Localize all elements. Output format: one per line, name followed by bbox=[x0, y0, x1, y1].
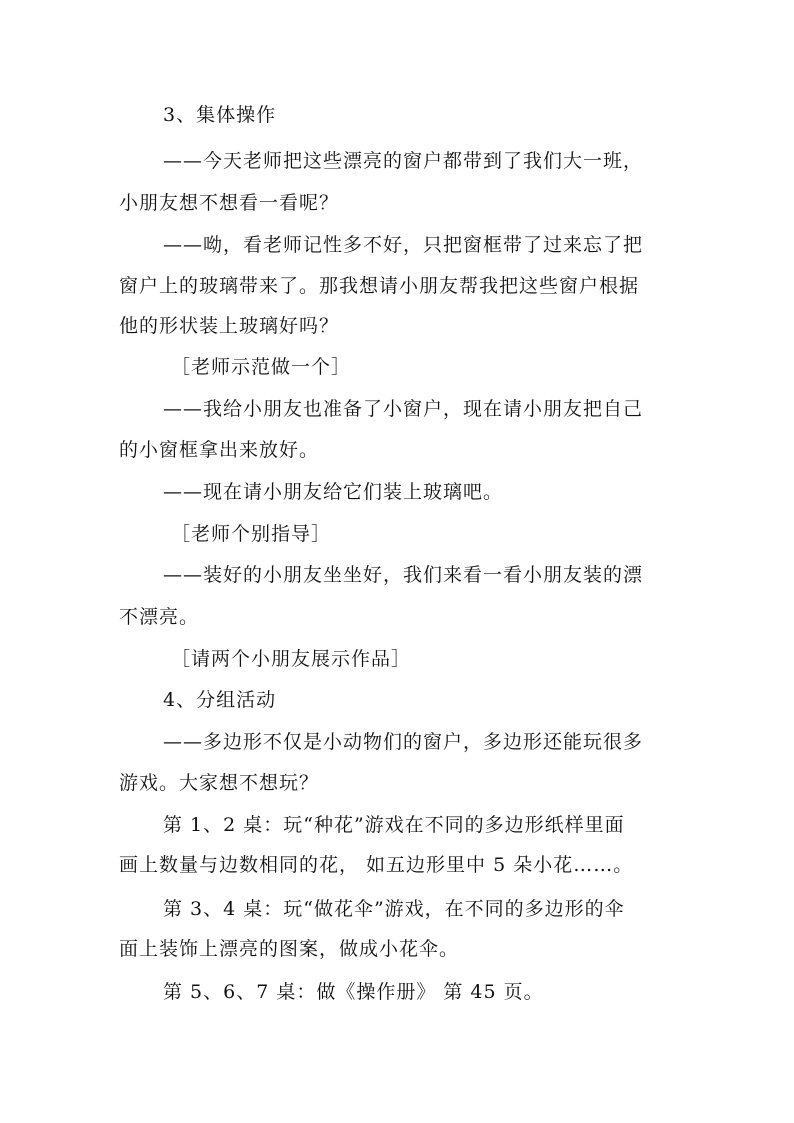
paragraph-line: 小朋友想不想看一看呢？ bbox=[119, 192, 340, 214]
paragraph-line: 第 5、6、7 桌：做《操作册》 第 45 页。 bbox=[163, 981, 544, 1003]
paragraph-line: 窗户上的玻璃带来了。那我想请小朋友帮我把这些窗户根据 bbox=[119, 275, 640, 297]
paragraph-line: ——我给小朋友也准备了小窗户，现在请小朋友把自己 bbox=[163, 398, 644, 420]
paragraph-line: ——装好的小朋友坐坐好，我们来看一看小朋友装的漂 bbox=[163, 564, 644, 586]
section-heading-group-activity: 4、分组活动 bbox=[163, 689, 277, 711]
section-heading-collective-operation: 3、集体操作 bbox=[163, 104, 277, 126]
paragraph-line: ——现在请小朋友给它们装上玻璃吧。 bbox=[163, 481, 504, 503]
paragraph-line: 面上装饰上漂亮的图案，做成小花伞。 bbox=[119, 938, 460, 960]
paragraph-line: ——多边形不仅是小动物们的窗户，多边形还能玩很多 bbox=[163, 731, 644, 753]
stage-note: ［老师个别指导］ bbox=[171, 523, 332, 545]
paragraph-line: ——今天老师把这些漂亮的窗户都带到了我们大一班， bbox=[163, 150, 644, 172]
paragraph-line: 游戏。大家想不想玩？ bbox=[119, 772, 320, 794]
paragraph-line: 第 1、2 桌：玩“种花”游戏在不同的多边形纸样里面 bbox=[163, 814, 625, 836]
stage-note: ［请两个小朋友展示作品］ bbox=[171, 648, 412, 670]
paragraph-line: 画上数量与边数相同的花， 如五边形里中 5 朵小花……。 bbox=[119, 854, 634, 876]
stage-note: ［老师示范做一个］ bbox=[171, 356, 352, 378]
paragraph-line: 不漂亮。 bbox=[119, 606, 200, 628]
paragraph-line: 他的形状装上玻璃好吗？ bbox=[119, 315, 340, 337]
paragraph-line: ——呦，看老师记性多不好，只把窗框带了过来忘了把 bbox=[163, 234, 644, 256]
paragraph-line: 第 3、4 桌：玩“做花伞”游戏，在不同的多边形的伞 bbox=[163, 898, 625, 920]
paragraph-line: 的小窗框拿出来放好。 bbox=[119, 439, 320, 461]
